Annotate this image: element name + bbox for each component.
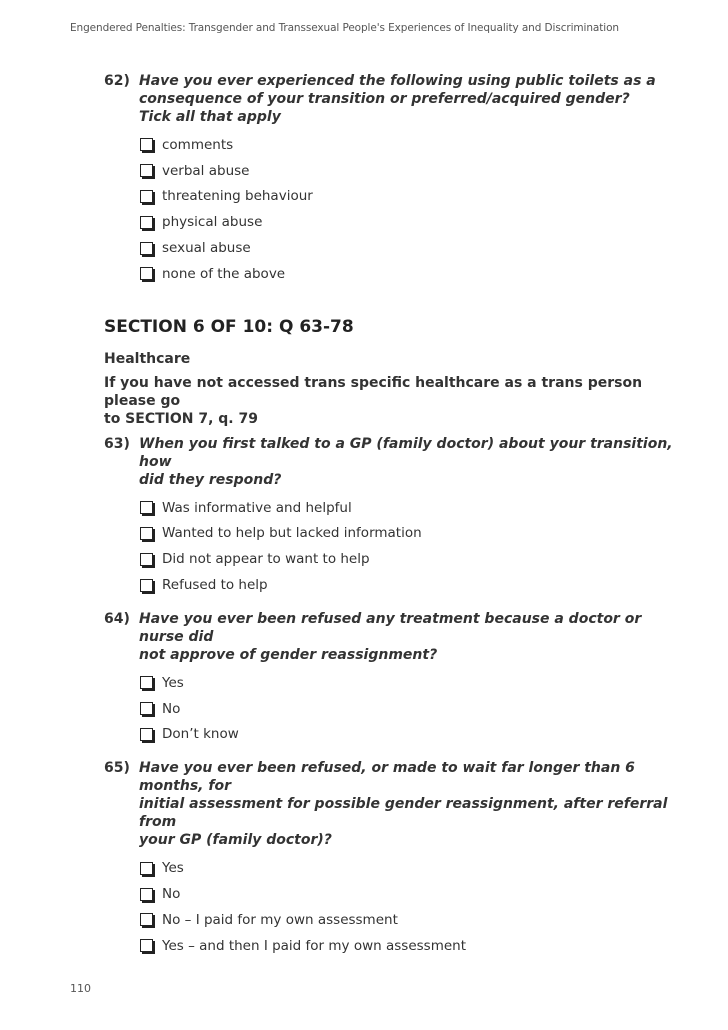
option-none-of-the-above[interactable] bbox=[139, 261, 684, 287]
checkbox-icon[interactable] bbox=[140, 527, 153, 540]
option-refused-to-help[interactable] bbox=[139, 572, 684, 598]
option-label: Yes – and then I paid for my own assessment bbox=[162, 937, 466, 954]
option-label: No bbox=[162, 700, 181, 717]
option-label: threatening behaviour bbox=[162, 188, 313, 205]
question-line: Tick all that apply bbox=[139, 109, 281, 125]
option-list bbox=[139, 855, 684, 958]
option-no[interactable] bbox=[139, 696, 684, 722]
option-list bbox=[139, 132, 684, 287]
checkbox-icon[interactable] bbox=[140, 579, 153, 592]
option-no-paid-own[interactable] bbox=[139, 907, 684, 933]
option-label: Refused to help bbox=[162, 577, 268, 594]
question-64 bbox=[104, 610, 684, 747]
checkbox-icon[interactable] bbox=[140, 888, 153, 901]
option-list bbox=[139, 495, 684, 598]
checkbox-icon[interactable] bbox=[140, 862, 153, 875]
option-list bbox=[139, 670, 684, 747]
option-label: comments bbox=[162, 136, 234, 153]
section-instruction bbox=[104, 374, 684, 428]
question-62 bbox=[104, 72, 684, 287]
option-did-not-want-to-help[interactable] bbox=[139, 546, 684, 572]
question-text bbox=[139, 759, 684, 849]
option-no[interactable] bbox=[139, 881, 684, 907]
checkbox-icon[interactable] bbox=[140, 267, 153, 280]
checkbox-icon[interactable] bbox=[140, 939, 153, 952]
option-yes[interactable] bbox=[139, 670, 684, 696]
option-sexual-abuse[interactable] bbox=[139, 235, 684, 261]
question-63 bbox=[104, 435, 684, 598]
checkbox-icon[interactable] bbox=[140, 164, 153, 177]
option-label: Wanted to help but lacked information bbox=[162, 525, 422, 542]
question-line: consequence of your transition or preferred/acquired gender? bbox=[139, 91, 630, 107]
option-label: physical abuse bbox=[162, 214, 263, 231]
option-label: sexual abuse bbox=[162, 240, 251, 257]
instruction-line: to SECTION 7, q. 79 bbox=[104, 410, 258, 427]
section-subheading: Healthcare bbox=[104, 350, 191, 367]
option-label: verbal abuse bbox=[162, 162, 250, 179]
section-title: SECTION 6 OF 10: Q 63-78 bbox=[104, 316, 354, 337]
option-comments[interactable] bbox=[139, 132, 684, 158]
question-65 bbox=[104, 759, 684, 958]
option-dont-know[interactable] bbox=[139, 722, 684, 748]
option-label: none of the above bbox=[162, 265, 286, 282]
question-line: your GP (family doctor)? bbox=[139, 832, 332, 849]
option-yes-paid-own[interactable] bbox=[139, 933, 684, 959]
question-line: Have you ever been refused, or made to wait far longer than 6 months, for bbox=[139, 760, 635, 795]
question-line: not approve of gender reassignment? bbox=[139, 646, 438, 663]
option-label: No – I paid for my own assessment bbox=[162, 911, 398, 928]
option-label: Yes bbox=[162, 674, 184, 691]
option-yes[interactable] bbox=[139, 855, 684, 881]
question-text bbox=[139, 72, 684, 126]
question-line: Have you ever experienced the following using public toilets as a bbox=[139, 73, 656, 89]
instruction-line: If you have not accessed trans specific healthcare as a trans person please go bbox=[104, 374, 643, 409]
option-lacked-information[interactable] bbox=[139, 521, 684, 547]
question-text bbox=[139, 435, 684, 489]
page-content bbox=[104, 72, 684, 959]
checkbox-icon[interactable] bbox=[140, 138, 153, 151]
checkbox-icon[interactable] bbox=[140, 702, 153, 715]
question-number: 64) bbox=[104, 610, 130, 627]
option-label: Don’t know bbox=[162, 726, 239, 743]
checkbox-icon[interactable] bbox=[140, 242, 153, 255]
option-label: Was informative and helpful bbox=[162, 499, 352, 516]
checkbox-icon[interactable] bbox=[140, 190, 153, 203]
option-label: No bbox=[162, 886, 181, 903]
question-number: 62) bbox=[104, 73, 130, 89]
checkbox-icon[interactable] bbox=[140, 216, 153, 229]
question-text bbox=[139, 610, 684, 664]
option-informative-helpful[interactable] bbox=[139, 495, 684, 521]
option-physical-abuse[interactable] bbox=[139, 209, 684, 235]
question-line: When you first talked to a GP (family doctor) about your transition, how bbox=[139, 435, 673, 470]
question-line: Have you ever been refused any treatment because a doctor or nurse did bbox=[139, 610, 642, 645]
checkbox-icon[interactable] bbox=[140, 913, 153, 926]
question-line: did they respond? bbox=[139, 471, 282, 488]
question-line: initial assessment for possible gender reassignment, after referral from bbox=[139, 796, 668, 831]
option-threatening-behaviour[interactable] bbox=[139, 184, 684, 210]
option-label: Did not appear to want to help bbox=[162, 551, 370, 568]
running-header: Engendered Penalties: Transgender and Transsexual People's Experiences of Inequality and Discrimination bbox=[70, 22, 619, 34]
question-number: 63) bbox=[104, 435, 130, 452]
question-number: 65) bbox=[104, 760, 130, 777]
checkbox-icon[interactable] bbox=[140, 676, 153, 689]
section-block bbox=[104, 316, 684, 428]
option-verbal-abuse[interactable] bbox=[139, 158, 684, 184]
page-number: 110 bbox=[70, 982, 91, 995]
checkbox-icon[interactable] bbox=[140, 728, 153, 741]
option-label: Yes bbox=[162, 860, 184, 877]
checkbox-icon[interactable] bbox=[140, 553, 153, 566]
checkbox-icon[interactable] bbox=[140, 501, 153, 514]
